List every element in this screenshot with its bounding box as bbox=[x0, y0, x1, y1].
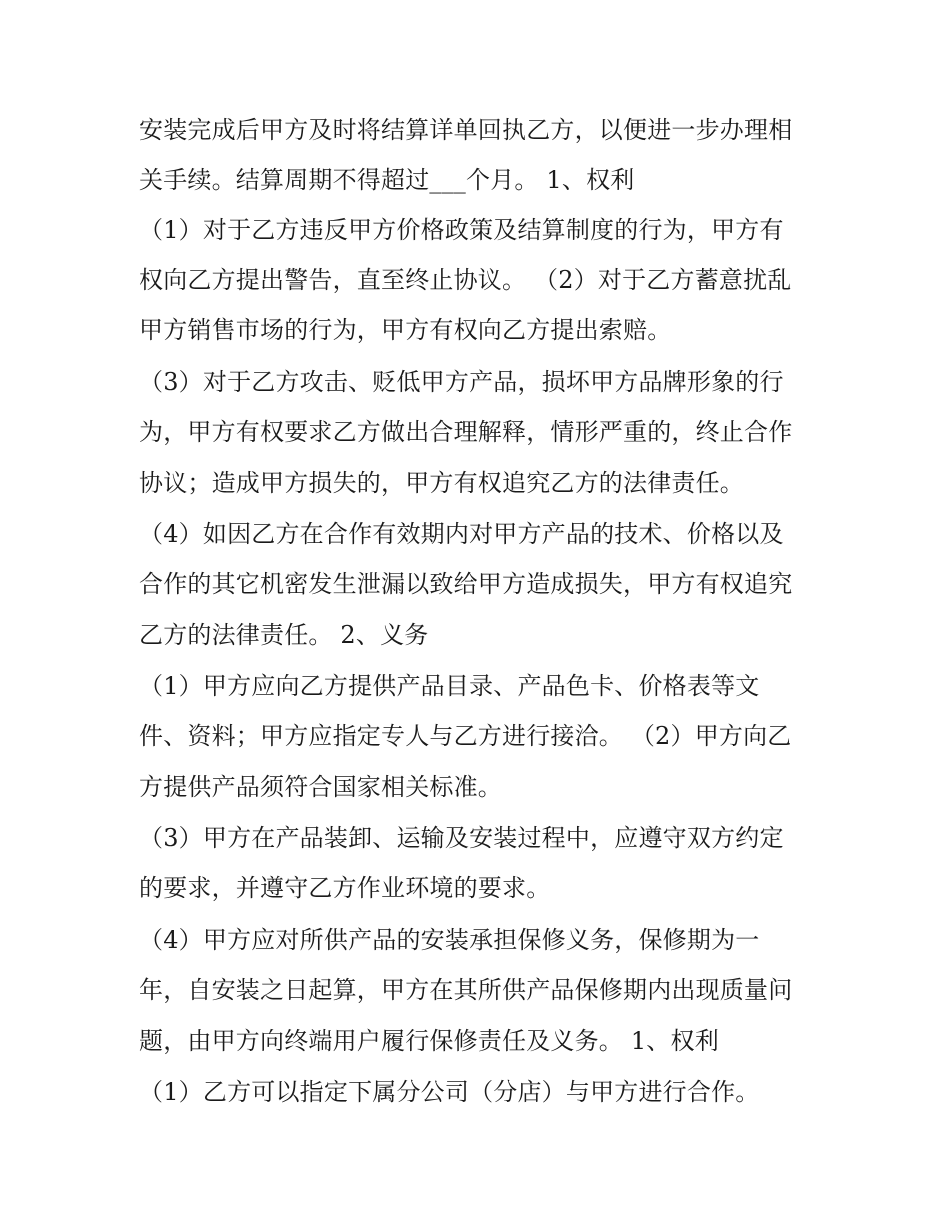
text-line: 方提供产品须符合国家相关标准。 bbox=[139, 773, 502, 801]
text-line: （3）甲方在产品装卸、运输及安装过程中，应遵守双方约定 bbox=[139, 824, 784, 852]
text-line: 协议；造成甲方损失的，甲方有权追究乙方的法律责任。 bbox=[139, 469, 744, 497]
text-line: 为，甲方有权要求乙方做出合理解释，情形严重的，终止合作 bbox=[139, 418, 793, 446]
text-line: （4）甲方应对所供产品的安装承担保修义务，保修期为一 bbox=[139, 926, 760, 954]
text-line: 件、资料；甲方应指定专人与乙方进行接洽。 （2）甲方向乙 bbox=[139, 722, 792, 750]
text-line: 的要求，并遵守乙方作业环境的要求。 bbox=[139, 874, 551, 902]
text-line: （3）对于乙方攻击、贬低甲方产品，损坏甲方品牌形象的行 bbox=[139, 368, 784, 396]
text-line: 乙方的法律责任。 2、义务 bbox=[139, 621, 429, 649]
text-line: 关手续。结算周期不得超过___个月。 1、权利 bbox=[139, 166, 635, 194]
text-line: （4）如因乙方在合作有效期内对甲方产品的技术、价格以及 bbox=[139, 520, 784, 548]
text-line: 题，由甲方向终端用户履行保修责任及义务。 1、权利 bbox=[139, 1027, 719, 1055]
text-line: 权向乙方提出警告，直至终止协议。 （2）对于乙方蓄意扰乱 bbox=[139, 266, 792, 294]
text-line: （1）甲方应向乙方提供产品目录、产品色卡、价格表等文 bbox=[139, 672, 760, 700]
text-line: 年，自安装之日起算，甲方在其所供产品保修期内出现质量问 bbox=[139, 976, 793, 1004]
text-line: 甲方销售市场的行为，甲方有权向乙方提出索赔。 bbox=[139, 316, 672, 344]
text-line: 安装完成后甲方及时将结算详单回执乙方，以便进一步办理相 bbox=[139, 116, 793, 144]
text-line: （1）对于乙方违反甲方价格政策及结算制度的行为，甲方有 bbox=[139, 216, 784, 244]
text-line: （1）乙方可以指定下属分公司（分店）与甲方进行合作。 bbox=[139, 1078, 760, 1106]
text-line: 合作的其它机密发生泄漏以致给甲方造成损失，甲方有权追究 bbox=[139, 570, 793, 598]
